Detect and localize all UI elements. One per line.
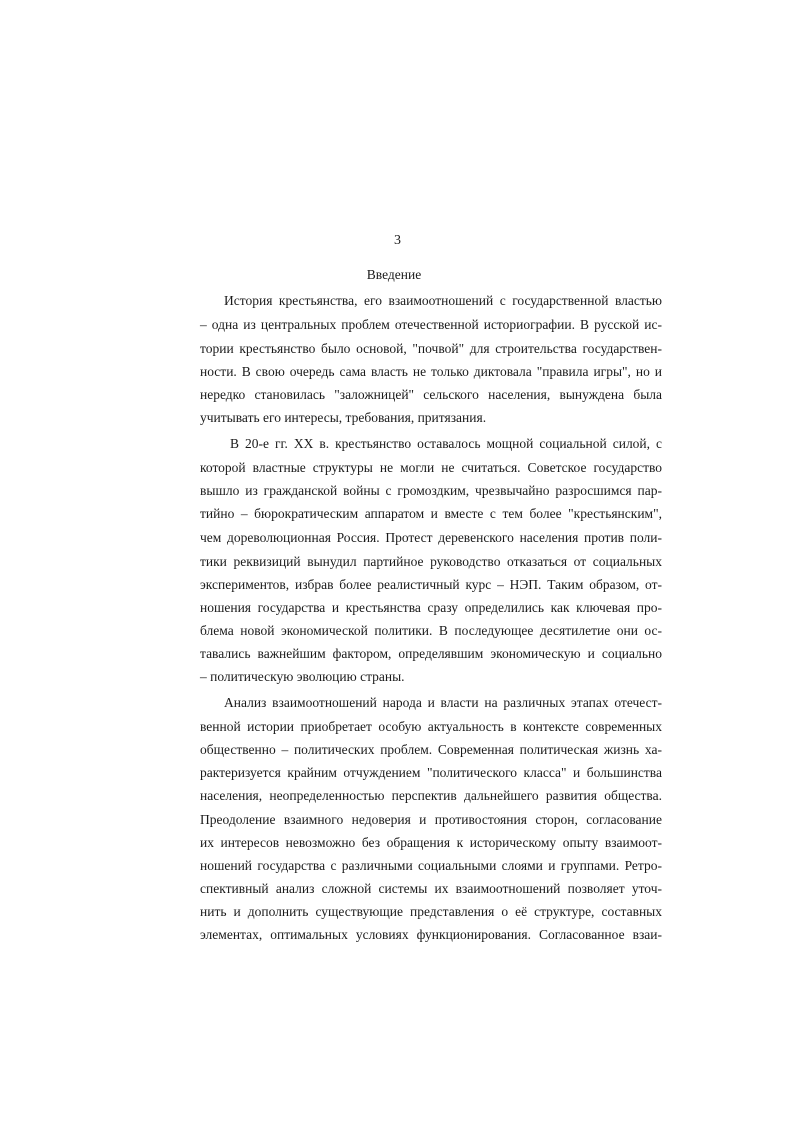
text-line: Преодоление взаимного недоверия и противостояния сторон, согласование [200, 812, 662, 827]
text-line: ношения государства и крестьянства сразу определились как ключевая про- [200, 600, 662, 615]
text-line: Анализ взаимоотношений народа и власти на различных этапах отечест- [224, 695, 662, 710]
section-heading: Введение [366, 267, 422, 282]
text-line: нить и дополнить существующие представления о её структуре, составных [200, 904, 662, 919]
text-line: В 20-е гг. XX в. крестьянство оставалось мощной социальной силой, с [230, 436, 662, 451]
text-line: тавались важнейшим фактором, определявшим экономическую и социально [200, 646, 662, 661]
text-line: венной истории приобретает особую актуальность в контексте современных [200, 719, 662, 734]
text-line: – одна из центральных проблем отечественной историографии. В русской ис- [200, 317, 662, 332]
text-line: которой властные структуры не могли не считаться. Советское государство [200, 460, 662, 475]
text-line: вышло из гражданской войны с громоздким, чрезвычайно разросшимся пар- [200, 483, 662, 498]
text-line: общественно – политических проблем. Современная политическая жизнь ха- [200, 742, 662, 757]
text-line: нередко становилась "заложницей" сельского населения, вынуждена была [200, 387, 662, 402]
text-line: – политическую эволюцию страны. [200, 669, 405, 684]
text-line: рактеризуется крайним отчуждением "политического класса" и большинства [200, 765, 662, 780]
text-line: тики реквизиций вынудил партийное руководство отказаться от социальных [200, 554, 662, 569]
text-line: блема новой экономической политики. В последующее десятилетие они ос- [200, 623, 662, 638]
text-line: их интересов невозможно без обращения к историческому опыту взаимоот- [200, 835, 662, 850]
text-line: История крестьянства, его взаимоотношений с государственной властью [224, 293, 662, 308]
text-line: ношений государства с различными социальными слоями и группами. Ретро- [200, 858, 662, 873]
page-number: 3 [394, 233, 401, 248]
text-line: ности. В свою очередь сама власть не только диктовала "правила игры", но и [200, 364, 662, 379]
text-line: населения, неопределенностью перспектив дальнейшего развития общества. [200, 788, 662, 803]
text-line: экспериментов, избрав более реалистичный курс – НЭП. Таким образом, от- [200, 577, 662, 592]
text-line: тийно – бюрократическим аппаратом и вместе с тем более "крестьянским", [200, 506, 662, 521]
text-line: тории крестьянство было основой, "почвой" для строительства государствен- [200, 341, 662, 356]
text-line: спективный анализ сложной системы их взаимоотношений позволяет уточ- [200, 881, 662, 896]
text-line: чем дореволюционная Россия. Протест деревенского населения против поли- [200, 530, 662, 545]
text-line: учитывать его интересы, требования, притязания. [200, 410, 487, 425]
text-line: элементах, оптимальных условиях функционирования. Согласованное взаи- [200, 927, 662, 942]
